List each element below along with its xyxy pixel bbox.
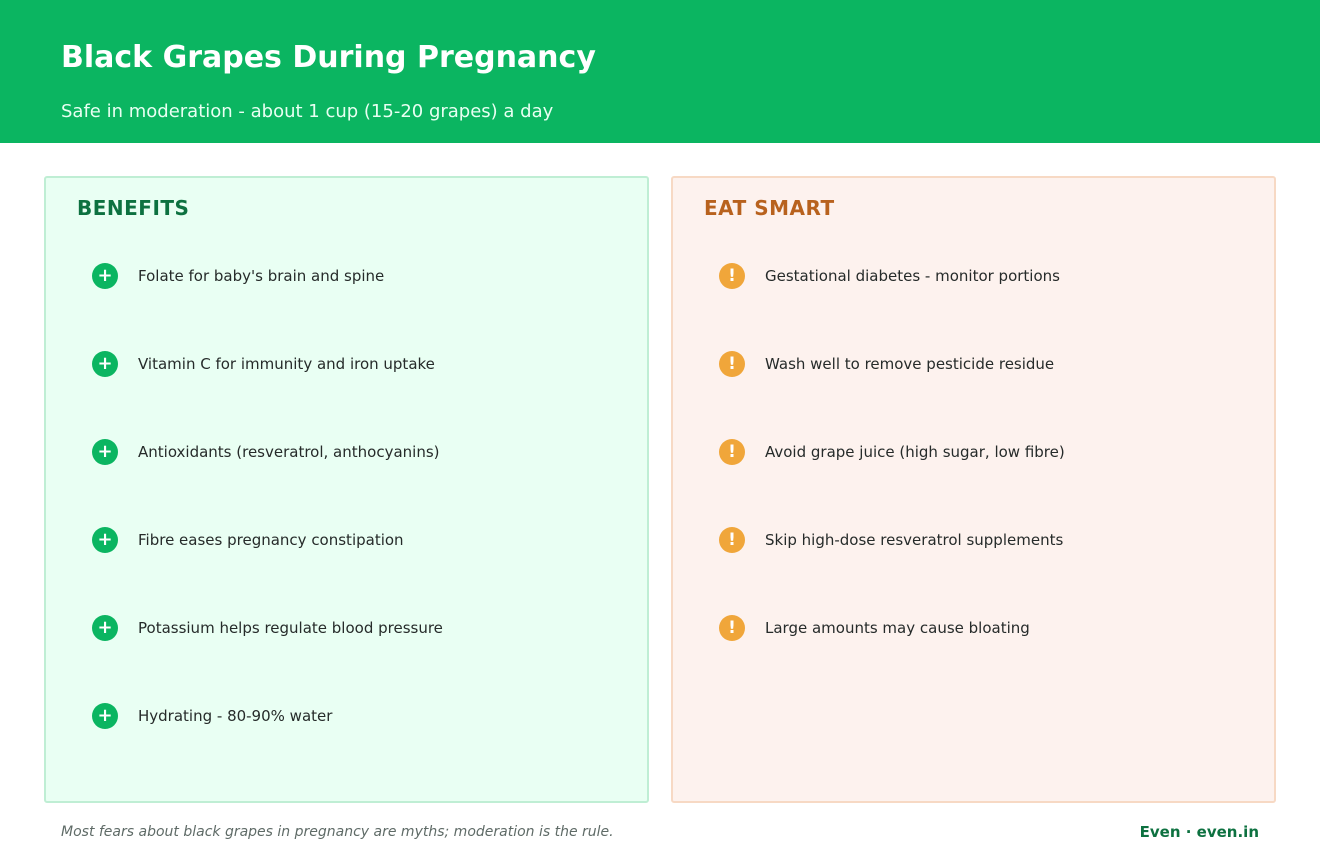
eat-smart-title: EAT SMART: [704, 196, 835, 220]
benefit-item: [92, 439, 440, 465]
plus-icon: +: [92, 439, 118, 465]
eat-smart-text: Large amounts may cause bloating: [765, 619, 1030, 637]
benefit-item: [92, 615, 443, 641]
benefits-panel: [44, 176, 649, 803]
benefit-item: [92, 263, 384, 289]
benefit-text: Antioxidants (resveratrol, anthocyanins): [138, 443, 440, 461]
benefit-item: [92, 703, 332, 729]
eat-smart-item: [719, 527, 1063, 553]
footer-brand[interactable]: Even · even.in: [1139, 823, 1259, 841]
eat-smart-panel: [671, 176, 1276, 803]
plus-icon: +: [92, 615, 118, 641]
benefit-text: Fibre eases pregnancy constipation: [138, 531, 404, 549]
header-banner: [0, 0, 1320, 143]
eat-smart-text: Skip high-dose resveratrol supplements: [765, 531, 1064, 549]
footer-note: Most fears about black grapes in pregnancy are myths; moderation is the rule.: [61, 824, 614, 840]
benefit-text: Hydrating - 80-90% water: [138, 707, 333, 725]
eat-smart-item: [719, 615, 1030, 641]
eat-smart-text: Wash well to remove pesticide residue: [765, 355, 1055, 373]
warning-icon: !: [719, 527, 745, 553]
plus-icon: +: [92, 703, 118, 729]
benefits-title: BENEFITS: [77, 196, 190, 220]
page-subtitle: Safe in moderation - about 1 cup (15-20 grapes) a day: [61, 101, 554, 122]
warning-icon: !: [719, 615, 745, 641]
benefit-text: Folate for baby's brain and spine: [138, 267, 385, 285]
benefit-text: Potassium helps regulate blood pressure: [138, 619, 443, 637]
eat-smart-text: Gestational diabetes - monitor portions: [765, 267, 1060, 285]
warning-icon: !: [719, 263, 745, 289]
warning-icon: !: [719, 439, 745, 465]
eat-smart-item: [719, 351, 1054, 377]
plus-icon: +: [92, 527, 118, 553]
eat-smart-item: [719, 439, 1065, 465]
eat-smart-text: Avoid grape juice (high sugar, low fibre): [765, 443, 1065, 461]
benefit-item: [92, 351, 435, 377]
eat-smart-item: [719, 263, 1060, 289]
plus-icon: +: [92, 351, 118, 377]
benefit-text: Vitamin C for immunity and iron uptake: [138, 355, 435, 373]
warning-icon: !: [719, 351, 745, 377]
page-title: Black Grapes During Pregnancy: [61, 40, 596, 75]
plus-icon: +: [92, 263, 118, 289]
benefit-item: [92, 527, 404, 553]
